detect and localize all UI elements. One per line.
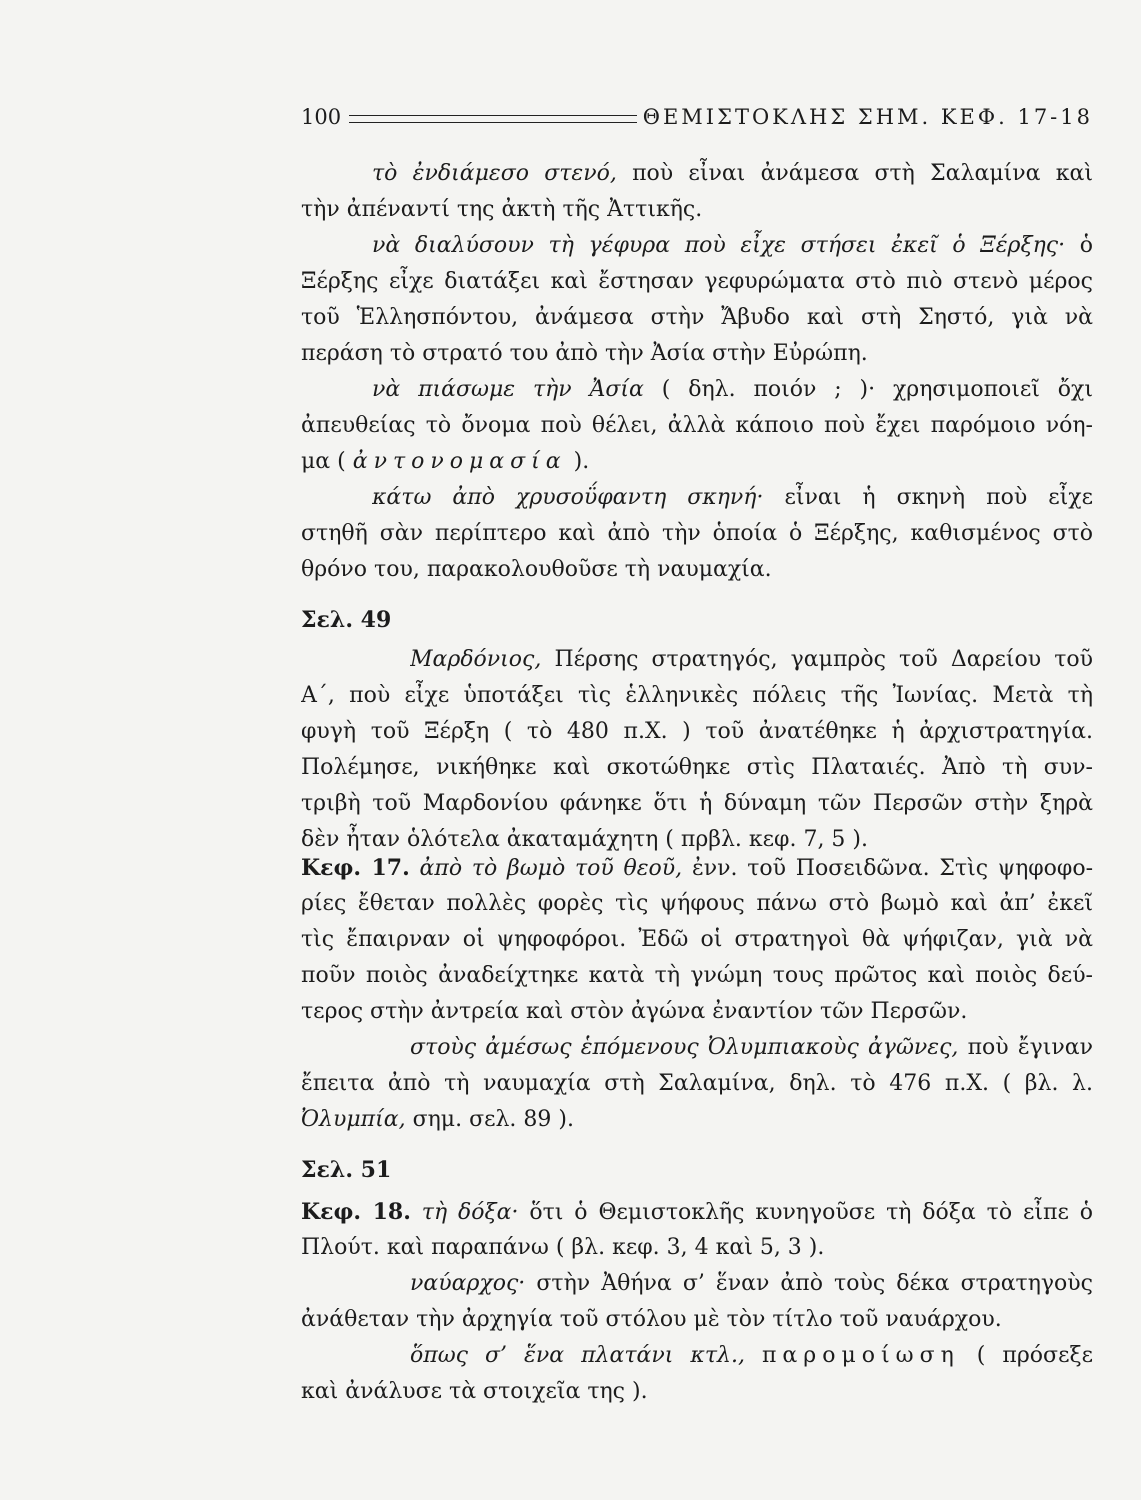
text-run: θρόνο του, παρακολουθοῦσε τὴ ναυμαχία.: [301, 557, 772, 582]
text-run: σημ. σελ. 89 ).: [405, 1107, 574, 1132]
text-line: [372, 228, 1093, 264]
text-run: Πέρσης στρατηγός, γαμπρὸς τοῦ Δαρείου τοῦ: [541, 647, 1093, 672]
text-line: [301, 336, 1093, 372]
text-run: δὲν ἦταν ὁλότελα ἀκαταμάχητη ( πρβλ. κεφ. 7, 5 ).: [301, 827, 868, 852]
text-run: Πλούτ. καὶ παραπάνω ( βλ. κεφ. 3, 4 καὶ 5, 3 ).: [301, 1235, 825, 1260]
text-line: [301, 264, 1093, 300]
italic-text: τὴ δόξα·: [421, 1200, 519, 1225]
text-line: [301, 192, 1093, 228]
text-line: [301, 552, 1093, 588]
text-run: ( δηλ. ποιόν ; )· χρησιμοποιεῖ ὄχι: [643, 377, 1093, 402]
text-line: [301, 1066, 1093, 1102]
text-line: [301, 678, 1093, 714]
text-line: [301, 1102, 1093, 1138]
text-run: ὁ: [1065, 233, 1093, 258]
text-run: τριβὴ τοῦ Μαρδονίου φάνηκε ὅτι ἡ δύναμη τῶν Περσῶν στὴν ξηρὰ: [301, 791, 1093, 816]
italic-text: ὅπως σ’ ἕνα πλατάνι κτλ.,: [410, 1343, 745, 1368]
text-run: [410, 856, 420, 881]
text-run: ἔπειτα ἀπὸ τὴ ναυμαχία στὴ Σαλαμίνα, δηλ. τὸ 476 π.Χ. ( βλ. λ.: [301, 1071, 1093, 1096]
running-header: [301, 102, 1093, 132]
text-run: ποὺ εἶναι ἀνάμεσα στὴ Σαλαμίνα καὶ: [616, 161, 1093, 186]
text-line: [301, 886, 1093, 922]
italic-text: νὰ πιάσωμε τὴν Ἀσία: [372, 377, 644, 402]
text-line: [301, 922, 1093, 958]
italic-text: τὸ ἐνδιάμεσο στενό,: [372, 161, 617, 186]
header-title: ΘΕΜΙΣΤΟΚΛΗΣ ΣΗΜ. ΚΕΦ. 17-18: [642, 105, 1093, 129]
text-line: [410, 1266, 1093, 1302]
text-line: [301, 1374, 1093, 1410]
text-run: ὅτι ὁ Θεμιστοκλῆς κυνηγοῦσε τὴ δόξα τὸ εἶπε ὁ: [518, 1200, 1093, 1225]
text-run: παρομοίωση: [761, 1343, 960, 1368]
italic-text: Ὀλυμπία,: [301, 1107, 406, 1132]
text-run: [745, 1343, 762, 1368]
text-run: στηθῆ σὰν περίπτερο καὶ ἀπὸ τὴν ὁποία ὁ Ξέρξης, καθισμένος στὸ: [301, 521, 1093, 546]
italic-text: ἀντονομασία: [352, 449, 567, 474]
text-run: τερος στὴν ἀντρεία καὶ στὸν ἀγώνα ἐναντίον τῶν Περσῶν.: [301, 999, 968, 1024]
text-line: [301, 850, 1093, 886]
text-line: [301, 444, 1093, 480]
text-line: [410, 1030, 1093, 1066]
text-line: [301, 516, 1093, 552]
text-line: [301, 786, 1093, 822]
text-run: καὶ ἀνάλυσε τὰ στοιχεῖα της ).: [301, 1379, 648, 1404]
text-line: [372, 480, 1093, 516]
bold-text: Κεφ. 18.: [301, 1199, 411, 1225]
text-line: [301, 714, 1093, 750]
bold-text: Σελ. 51: [301, 1157, 392, 1183]
text-line: [301, 750, 1093, 786]
bold-text: Κεφ. 17.: [301, 855, 410, 881]
text-run: τὶς ἔπαιρναν οἱ ψηφοφόροι. Ἐδῶ οἱ στρατηγοὶ θὰ ψήφιζαν, γιὰ νὰ: [301, 927, 1093, 952]
text-run: τοῦ Ἑλλησπόντου, ἀνάμεσα στὴν Ἄβυδο καὶ στὴ Σηστό, γιὰ νὰ: [301, 305, 1093, 330]
text-run: ἐνν. τοῦ Ποσειδῶνα. Στὶς ψηφοφο-: [682, 856, 1093, 881]
page-number: 100: [301, 105, 342, 129]
text-run: Α΄, ποὺ εἶχε ὑποτάξει τὶς ἑλληνικὲς πόλεις τῆς Ἰωνίας. Μετὰ τὴ: [301, 683, 1093, 708]
text-line: [301, 408, 1093, 444]
text-line: [301, 1302, 1093, 1338]
text-run: τὴν ἀπέναντί της ἀκτὴ τῆς Ἀττικῆς.: [301, 197, 703, 222]
text-run: ).: [566, 449, 590, 474]
text-line: [410, 1338, 1093, 1374]
text-run: ποῦν ποιὸς ἀναδείχτηκε κατὰ τὴ γνώμη τους πρῶτος καὶ ποιὸς δεύ-: [301, 963, 1093, 988]
text-line: [301, 1194, 1093, 1230]
text-line: [372, 156, 1093, 192]
italic-text: νὰ διαλύσουν τὴ γέφυρα ποὺ εἶχε στήσει ἐκεῖ ὁ Ξέρξης·: [372, 233, 1066, 258]
text-run: φυγὴ τοῦ Ξέρξη ( τὸ 480 π.Χ. ) τοῦ ἀνατέθηκε ἡ ἀρχιστρατηγία.: [301, 719, 1093, 744]
text-line: [301, 1230, 1093, 1266]
text-run: ἀπευθείας τὸ ὄνομα ποὺ θέλει, ἀλλὰ κάποιο ποὺ ἔχει παρόμοιο νόη-: [301, 413, 1093, 438]
section-heading: [301, 1152, 1093, 1188]
text-line: [301, 300, 1093, 336]
italic-text: στοὺς ἀμέσως ἑπόμενους Ὀλυμπιακοὺς ἀγῶνες,: [410, 1035, 959, 1060]
text-run: περάση τὸ στρατό του ἀπὸ τὴν Ἀσία στὴν Εὐρώπη.: [301, 341, 868, 366]
text-line: [301, 958, 1093, 994]
text-run: ποὺ ἔγιναν: [958, 1035, 1093, 1060]
text-run: ( πρόσεξε: [959, 1343, 1093, 1368]
section-heading: [301, 602, 1093, 638]
text-line: [301, 994, 1093, 1030]
text-run: στὴν Ἀθήνα σ’ ἕναν ἀπὸ τοὺς δέκα στρατηγοὺς: [525, 1271, 1093, 1296]
text-run: [411, 1200, 422, 1225]
italic-text: ναύαρχος·: [410, 1271, 526, 1296]
italic-text: κάτω ἀπὸ χρυσοΰφαντη σκηνή·: [372, 485, 764, 510]
text-run: εἶναι ἡ σκηνὴ ποὺ εἶχε: [763, 485, 1093, 510]
text-run: μα (: [301, 449, 353, 474]
header-rule: [349, 115, 637, 123]
bold-text: Σελ. 49: [301, 607, 392, 633]
text-run: Ξέρξης εἶχε διατάξει καὶ ἔστησαν γεφυρώματα στὸ πιὸ στενὸ μέρος: [301, 269, 1093, 294]
italic-text: Μαρδόνιος,: [410, 647, 542, 672]
text-run: ἀνάθεταν τὴν ἀρχηγία τοῦ στόλου μὲ τὸν τίτλο τοῦ ναυάρχου.: [301, 1307, 1002, 1332]
text-run: ρίες ἔθεταν πολλὲς φορὲς τὶς ψήφους πάνω στὸ βωμὸ καὶ ἀπ’ ἐκεῖ: [301, 891, 1093, 916]
italic-text: ἀπὸ τὸ βωμὸ τοῦ θεοῦ,: [419, 856, 683, 881]
text-line: [410, 642, 1093, 678]
text-line: [372, 372, 1093, 408]
text-run: Πολέμησε, νικήθηκε καὶ σκοτώθηκε στὶς Πλαταιές. Ἀπὸ τὴ συν-: [301, 755, 1093, 780]
